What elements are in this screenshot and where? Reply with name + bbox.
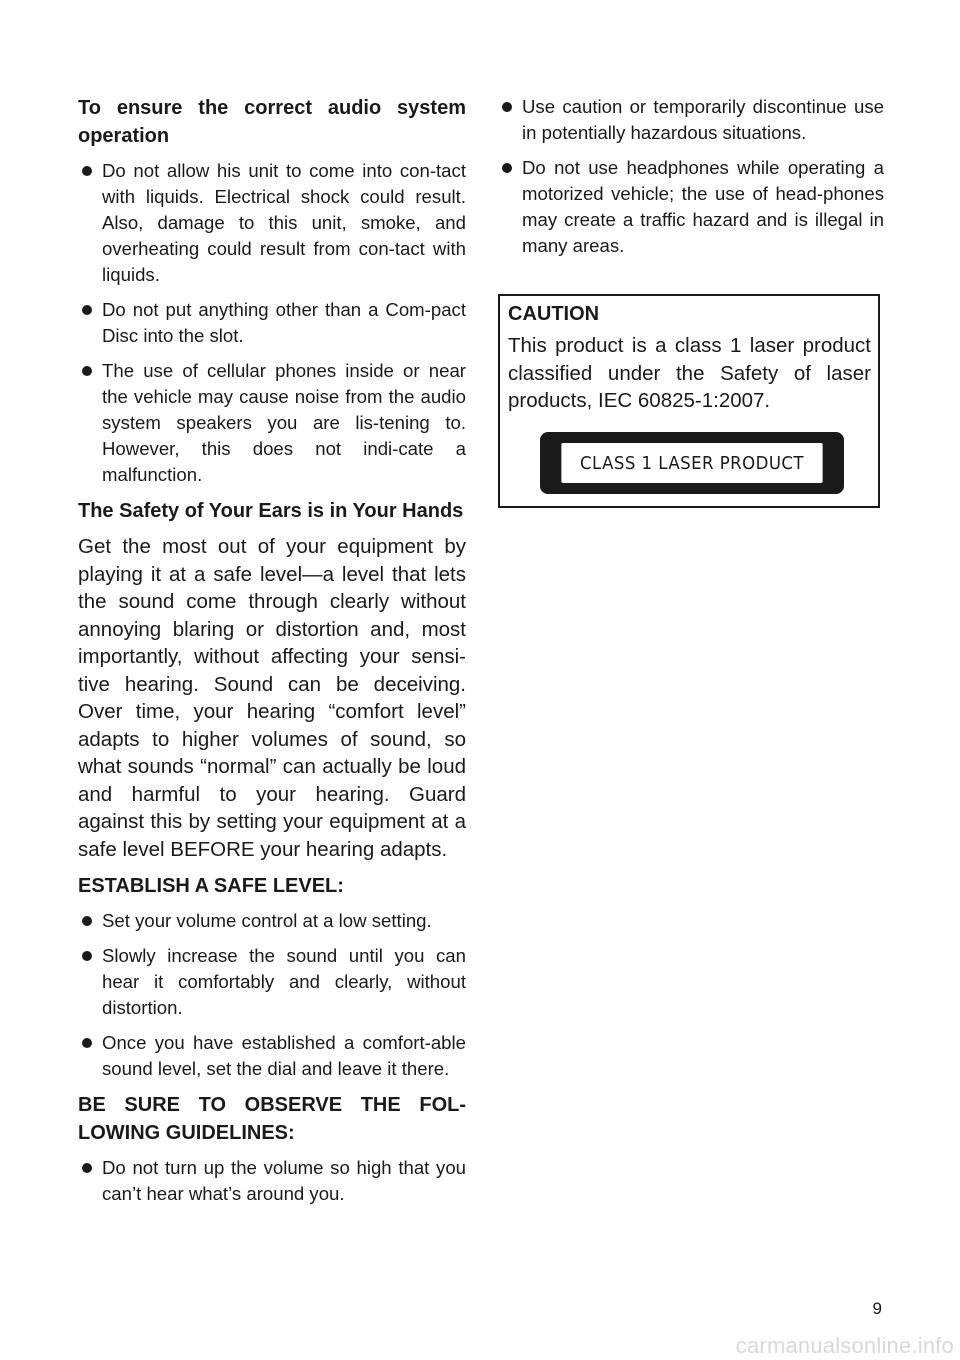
heading-audio-operation: To ensure the correct audio system operation <box>78 97 466 147</box>
bullet-text: Do not allow his unit to come into con-tact with liquids. Electrical shock could result. Also, damage to this unit, smoke, and overheating could result from con-tact with liquids. <box>102 160 466 285</box>
bullet-text: Do not turn up the volume so high that you can’t hear what’s around you. <box>102 1157 466 1204</box>
bullet-dot-icon <box>82 951 92 961</box>
caution-body: This product is a class 1 laser product classified under the Safety of laser products, IEC 60825-1:2007. <box>508 334 871 412</box>
bullet-dot-icon <box>82 305 92 315</box>
bullet-text: Do not use headphones while operating a motorized vehicle; the use of head-phones may create a traffic hazard and is illegal in many areas. <box>522 157 884 256</box>
bullet-dot-icon <box>82 1038 92 1048</box>
bullet-item <box>78 158 466 288</box>
bullet-text: Slowly increase the sound until you can hear it comfortably and clearly, without distortion. <box>102 945 466 1018</box>
page-number: 9 <box>872 1299 882 1318</box>
caution-title: CAUTION <box>508 303 600 325</box>
laser-product-label <box>540 432 844 494</box>
bullet-dot-icon <box>82 916 92 926</box>
bullet-text: Use caution or temporarily discontinue use in potentially hazardous situations. <box>522 96 884 143</box>
bullet-dot-icon <box>82 1163 92 1173</box>
bullet-dot-icon <box>82 366 92 376</box>
bullet-item <box>78 1030 466 1082</box>
laser-label-text: CLASS 1 LASER PRODUCT <box>561 443 822 483</box>
bullet-item <box>78 1155 466 1207</box>
bullet-dot-icon <box>502 102 512 112</box>
paragraph-ears-safety: Get the most out of your equipment by playing it at a safe level—a level that lets the sound come through clearly without annoying blaring or distortion and, most importantly, without affecting your sensi-tive hearing. Sound can be deceiving. Over time, your hearing “comfort level” adapts to higher volumes of sound, so what sounds “normal” can actually be loud and harmful to your hearing. Guard against this by setting your equipment at a safe level BEFORE your hearing adapts. <box>78 535 466 861</box>
watermark: carmanualsonline.info <box>735 1333 954 1358</box>
left-column <box>78 94 466 1216</box>
caution-box <box>498 294 880 508</box>
right-column <box>498 94 884 268</box>
bullet-item <box>78 908 466 934</box>
heading-guidelines: BE SURE TO OBSERVE THE FOL-LOWING GUIDELINES: <box>78 1094 466 1144</box>
bullet-text: Once you have established a comfort-able sound level, set the dial and leave it there. <box>102 1032 466 1079</box>
bullet-item <box>78 358 466 488</box>
bullet-text: Do not put anything other than a Com-pact Disc into the slot. <box>102 299 466 346</box>
bullet-text: The use of cellular phones inside or near the vehicle may cause noise from the audio system speakers you are lis-tening to. However, this does not indi-cate a malfunction. <box>102 360 466 485</box>
heading-ears-safety: The Safety of Your Ears is in Your Hands <box>78 500 464 522</box>
heading-safe-level: ESTABLISH A SAFE LEVEL: <box>78 875 344 897</box>
bullet-item <box>78 297 466 349</box>
bullet-dot-icon <box>82 166 92 176</box>
bullet-item <box>498 155 884 259</box>
bullet-item <box>498 94 884 146</box>
bullet-item <box>78 943 466 1021</box>
bullet-dot-icon <box>502 163 512 173</box>
bullet-text: Set your volume control at a low setting. <box>102 910 432 931</box>
